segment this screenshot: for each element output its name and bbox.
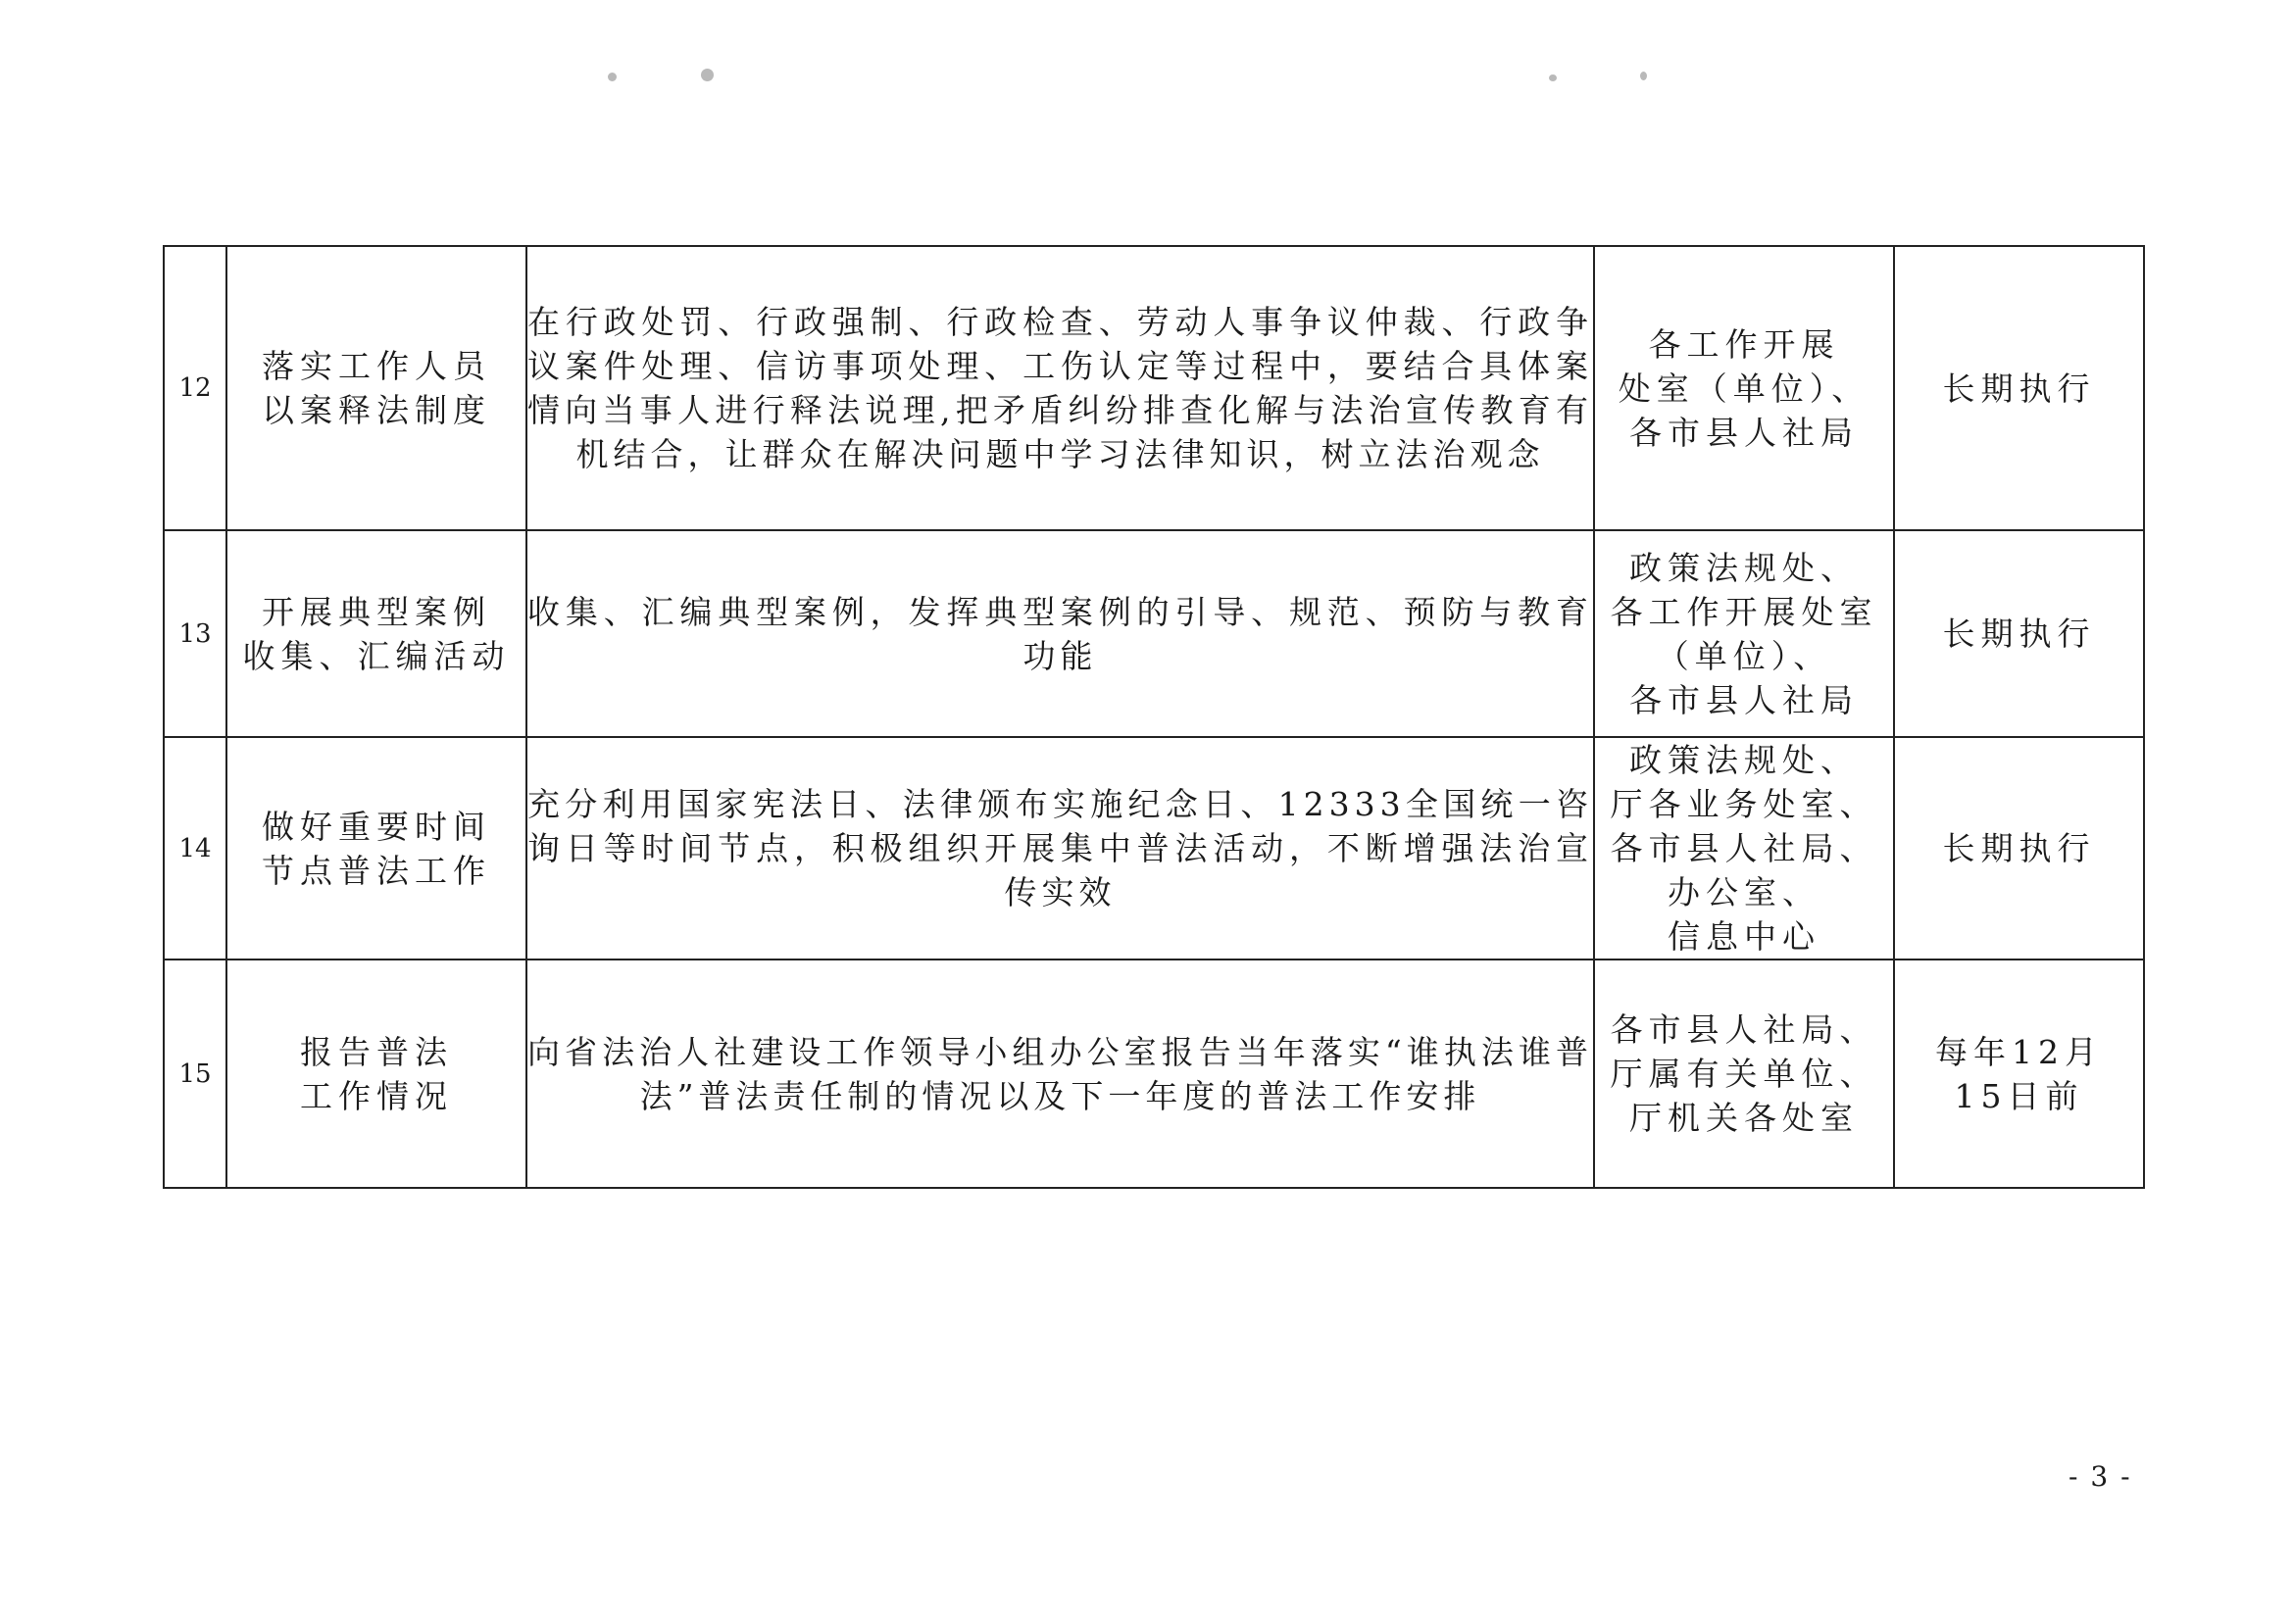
responsible-unit-line: 各市县人社局、 bbox=[1610, 829, 1878, 867]
completion-time-line: 长期执行 bbox=[1942, 829, 2096, 867]
responsible-unit bbox=[1594, 246, 1894, 530]
completion-time-line: 每年12月 bbox=[1935, 1032, 2103, 1071]
row-number: 15 bbox=[164, 960, 226, 1188]
table-row bbox=[164, 737, 2144, 960]
responsible-unit-line: 厅各业务处室、 bbox=[1610, 785, 1878, 823]
completion-time-line: 15日前 bbox=[1954, 1076, 2084, 1115]
scan-artifact bbox=[1640, 72, 1647, 80]
task-item-line: 收集、汇编活动 bbox=[242, 636, 511, 675]
responsible-unit-line: 信息中心 bbox=[1668, 917, 1820, 956]
work-plan-table bbox=[163, 245, 2145, 1189]
completion-time bbox=[1894, 246, 2144, 530]
task-content bbox=[526, 246, 1594, 530]
scan-artifact bbox=[1549, 74, 1557, 81]
completion-time bbox=[1894, 960, 2144, 1188]
row-number: 12 bbox=[164, 246, 226, 530]
row-number: 14 bbox=[164, 737, 226, 960]
completion-time-line: 长期执行 bbox=[1942, 369, 2096, 408]
task-content-text: 向省法治人社建设工作领导小组办公室报告当年落实“谁执法谁普法”普法责任制的情况以及下一年度的普法工作安排 bbox=[527, 1032, 1593, 1115]
task-item-line: 报告普法 bbox=[300, 1032, 453, 1071]
task-content-text: 在行政处罚、行政强制、行政检查、劳动人事争议仲裁、行政争议案件处理、信访事项处理、工伤认定等过程中，要结合具体案情向当事人进行释法说理,把矛盾纠纷排查化解与法治宣传教育有机结合，让群众在解决问题中学习法律知识，树立法治观念 bbox=[527, 303, 1593, 473]
scan-artifact bbox=[701, 69, 714, 81]
responsible-unit-line: （单位）、 bbox=[1656, 636, 1832, 675]
task-content bbox=[526, 737, 1594, 960]
task-item bbox=[226, 246, 526, 530]
row-number: 13 bbox=[164, 530, 226, 737]
responsible-unit-line: 办公室、 bbox=[1668, 873, 1820, 911]
task-item bbox=[226, 530, 526, 737]
task-item-line: 做好重要时间 bbox=[262, 807, 491, 846]
task-item-line: 节点普法工作 bbox=[262, 851, 491, 890]
task-item-line: 开展典型案例 bbox=[262, 592, 491, 631]
responsible-unit bbox=[1594, 530, 1894, 737]
responsible-unit-line: 各市县人社局 bbox=[1629, 413, 1859, 452]
table-row bbox=[164, 246, 2144, 530]
responsible-unit-line: 政策法规处、 bbox=[1629, 548, 1859, 587]
responsible-unit-line: 各市县人社局 bbox=[1629, 680, 1859, 719]
responsible-unit-line: 厅属有关单位、 bbox=[1610, 1055, 1878, 1093]
responsible-unit bbox=[1594, 737, 1894, 960]
task-content-text: 收集、汇编典型案例，发挥典型案例的引导、规范、预防与教育功能 bbox=[527, 592, 1593, 675]
task-content bbox=[526, 960, 1594, 1188]
page-number: - 3 - bbox=[2069, 1460, 2132, 1493]
responsible-unit bbox=[1594, 960, 1894, 1188]
table-row bbox=[164, 530, 2144, 737]
responsible-unit-line: 厅机关各处室 bbox=[1629, 1099, 1859, 1137]
completion-time-line: 长期执行 bbox=[1942, 615, 2096, 653]
responsible-unit-line: 政策法规处、 bbox=[1629, 741, 1859, 779]
task-item bbox=[226, 960, 526, 1188]
completion-time bbox=[1894, 737, 2144, 960]
completion-time bbox=[1894, 530, 2144, 737]
scan-artifact bbox=[608, 73, 617, 81]
task-content bbox=[526, 530, 1594, 737]
responsible-unit-line: 各工作开展处室 bbox=[1610, 592, 1878, 631]
table-row bbox=[164, 960, 2144, 1188]
task-content-text: 充分利用国家宪法日、法律颁布实施纪念日、12333全国统一咨询日等时间节点，积极组织开展集中普法活动，不断增强法治宣传实效 bbox=[527, 785, 1593, 911]
task-item-line: 以案释法制度 bbox=[262, 391, 491, 429]
responsible-unit-line: 各工作开展 bbox=[1648, 324, 1840, 364]
task-item-line: 落实工作人员 bbox=[262, 347, 491, 385]
task-item bbox=[226, 737, 526, 960]
responsible-unit-line: 处室（单位）、 bbox=[1618, 369, 1870, 408]
task-item-line: 工作情况 bbox=[300, 1076, 453, 1115]
responsible-unit-line: 各市县人社局、 bbox=[1610, 1010, 1878, 1049]
